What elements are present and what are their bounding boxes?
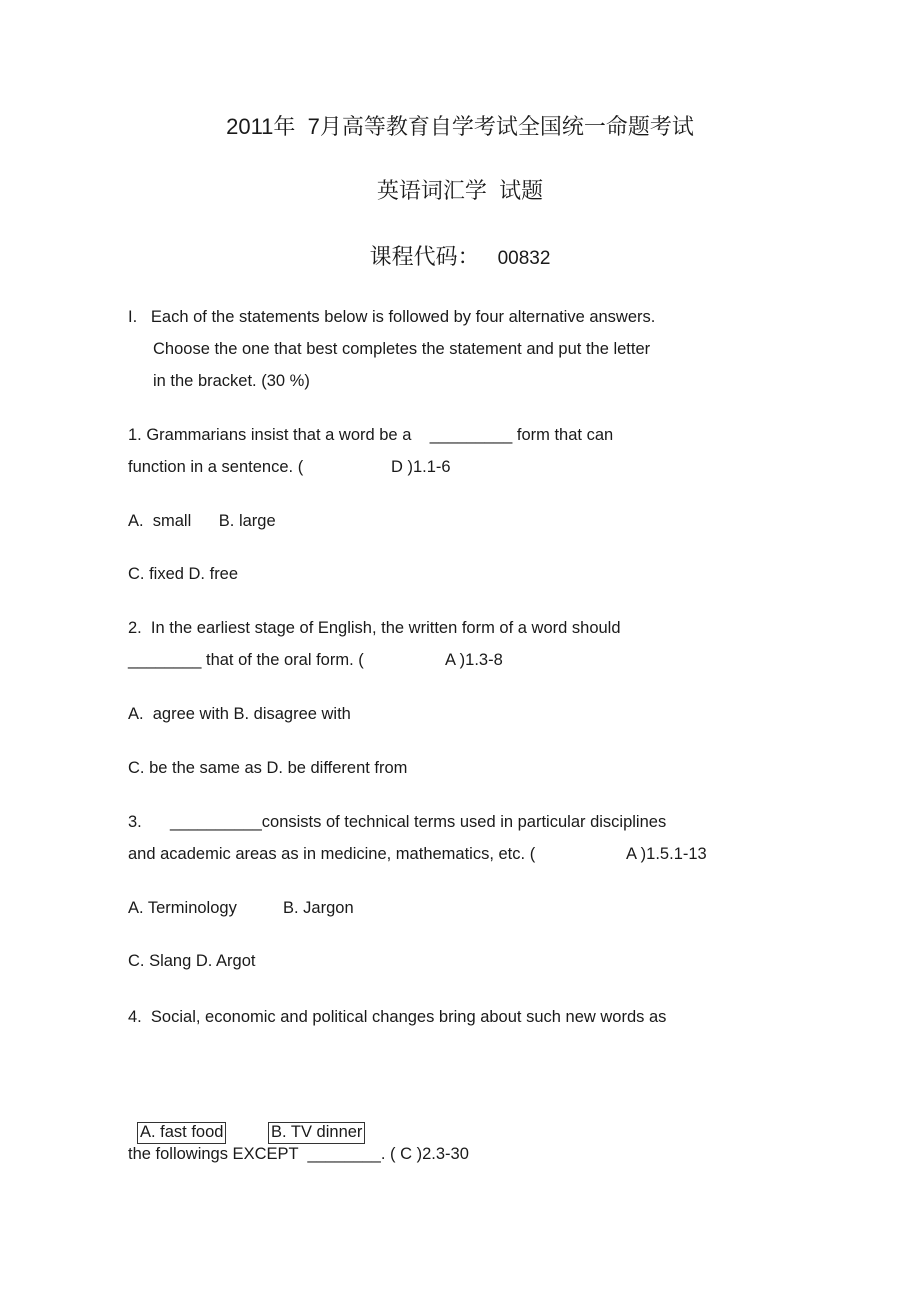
question-1-answer: D )1.1-6	[391, 458, 451, 476]
course-code: 00832	[497, 248, 551, 269]
question-3-stem: __________consists of technical terms used in particular disciplines	[170, 813, 667, 831]
instructions-line2: Choose the one that best completes the statement and put the letter	[153, 340, 651, 358]
question-3-number: 3.	[128, 813, 142, 831]
question-1-stem-cont: function in a sentence. (	[128, 458, 304, 476]
question-3-options-cd: C. Slang D. Argot	[128, 952, 256, 970]
question-3-option-a: A. Terminology	[128, 899, 237, 917]
question-2-options-ab: A. agree with B. disagree with	[128, 705, 351, 723]
question-3-answer: A )1.5.1-13	[626, 845, 707, 863]
question-4-option-a: A. fast food	[137, 1122, 226, 1144]
course-code-label: 课程代码：	[369, 244, 480, 269]
question-4-stem: 4. Social, economic and political changes bring about such new words as	[128, 1008, 667, 1026]
exam-title: 2011年 7月高等教育自学考试全国统一命题考试	[226, 114, 694, 139]
question-4-stem-cont: the followings EXCEPT ________. ( C )2.3-30	[128, 1145, 469, 1163]
question-1-options-cd: C. fixed D. free	[128, 565, 239, 583]
instructions-line1: I. Each of the statements below is followed by four alternative answers.	[128, 308, 656, 326]
question-3-stem-cont: and academic areas as in medicine, mathematics, etc. (	[128, 845, 536, 863]
question-1-stem: 1. Grammarians insist that a word be a _________ form that can	[128, 426, 614, 444]
question-2-stem: 2. In the earliest stage of English, the written form of a word should	[128, 619, 621, 637]
question-1-options-ab: A. small B. large	[128, 512, 276, 530]
question-4-option-b: B. TV dinner	[268, 1122, 365, 1144]
question-3-option-b: B. Jargon	[283, 899, 354, 917]
instructions-line3: in the bracket. (30 %)	[153, 372, 310, 390]
question-2-options-cd: C. be the same as D. be different from	[128, 759, 408, 777]
question-2-stem-cont: ________ that of the oral form. (	[128, 651, 364, 669]
course-code-line	[0, 246, 920, 268]
question-2-answer: A )1.3-8	[445, 651, 503, 669]
subject-title: 英语词汇学 试题	[376, 178, 544, 203]
